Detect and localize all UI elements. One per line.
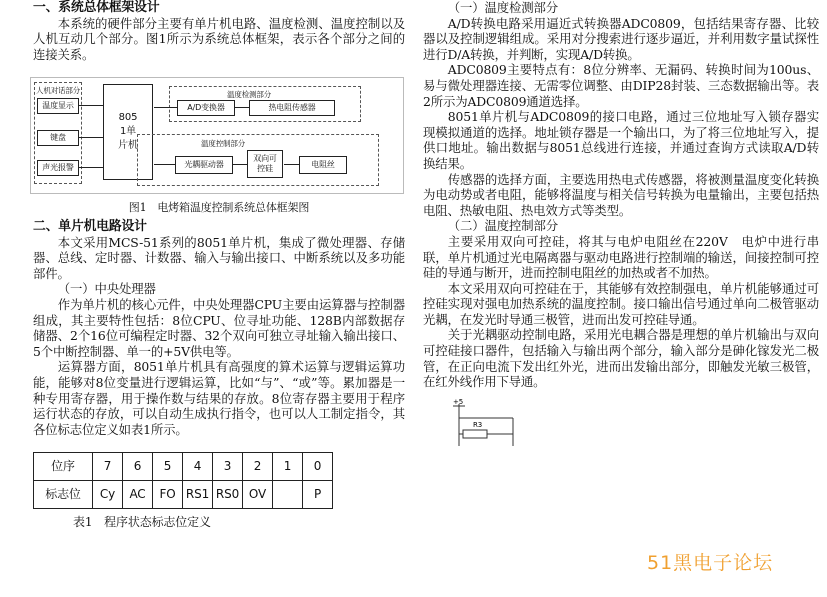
table-cell: 5 <box>153 453 183 481</box>
table-header-cell: 位序 <box>34 453 93 481</box>
temp-ctrl-label: 温度控制部分 <box>201 139 246 149</box>
table-cell: 7 <box>93 453 123 481</box>
table-cell: FO <box>153 481 183 509</box>
keyboard-box: 键盘 <box>37 130 79 146</box>
table-cell: 3 <box>213 453 243 481</box>
table-caption: 表1 程序状态标志位定义 <box>73 515 211 530</box>
temp-detect-label: 温度检测部分 <box>227 90 272 100</box>
figure-caption: 图1 电烤箱温度控制系统总体框架图 <box>128 201 310 215</box>
circuit-diagram <box>423 396 819 446</box>
table-row <box>34 453 333 481</box>
table-cell: 4 <box>183 453 213 481</box>
heater-box: 电阻丝 <box>299 156 347 174</box>
paragraph: 主要采用双向可控硅，将其与电炉电阻丝在220V 电炉中进行串联，单片机通过光电隔离器与驱动电路进行控制端的输送，间接控制可控硅的导通与断开，进而控制电阻丝的加热或者不加热。 <box>423 233 819 281</box>
table-cell <box>273 481 303 509</box>
buzzer-box: 声光报警 <box>37 160 79 176</box>
paragraph: A/D转换电路采用逼近式转换器ADC0809，包括结果寄存器、比较器以及控制逻辑组成。采用对分搜索进行逐步逼近，并利用数字量试探性进行D/A转换，并判断，实现A/D转换。 <box>423 15 819 62</box>
section-title-mcu: 二、单片机电路设计 <box>33 218 147 234</box>
table-cell: P <box>303 481 333 509</box>
paragraph: 本文采用MCS-51系列的8051单片机，集成了微处理器、存储器、总线、定时器、计数器、输入与输出接口、中断系统以及多功能部件。 <box>33 234 405 281</box>
subsection-title-cpu: （一）中央处理器 <box>57 281 156 297</box>
table-header-cell: 标志位 <box>34 481 93 509</box>
sensor-box: 热电阻传感器 <box>249 100 335 116</box>
mcu-box: 8051单片机 <box>103 84 153 180</box>
table-cell: OV <box>243 481 273 509</box>
subsection-title-temp-detect: （一）温度检测部分 <box>447 0 558 15</box>
paragraph: 本系统的硬件部分主要有单片机电路、温度检测、温度控制以及人机互动几个部分。图1所示为系统总体框架，表示各个部分之间的连接关系。 <box>33 15 405 62</box>
table-cell: 1 <box>273 453 303 481</box>
table-cell: 6 <box>123 453 153 481</box>
table-cell: 2 <box>243 453 273 481</box>
paragraph: 8051单片机与ADC0809的接口电路，通过三位地址写入锁存器实现模拟通道的选择。地址锁存器是一个输出口，为了将三位地址写入，提供口地址。输出数据与8051总线进行连接，并通过查询方式读取A/D转换结果。 <box>423 109 819 171</box>
paragraph: 传感器的选择方面，主要选用热电式传感器，将被测量温度变化转换为电动势或者电阻，能够将温度与相关信号转换为电量输出，主要包括热电阻、热敏电阻、热电效方式等类型。 <box>423 171 819 218</box>
table-row <box>34 481 333 509</box>
circuit-supply-label: +5 <box>453 397 464 406</box>
driver-box: 光耦驱动器 <box>175 156 233 174</box>
paragraph: ADC0809主要特点有：8位分辨率、无漏码、转换时间为100us、易与微处理器连接、无需零位调整、由DIP28封装、三态数据输出等。表2所示为ADC0809通道选择。 <box>423 62 819 109</box>
table-cell: 0 <box>303 453 333 481</box>
section-title-framework: 一、系统总体框架设计 <box>33 0 160 15</box>
table-cell: Cy <box>93 481 123 509</box>
hmi-label: 人机对话部分 <box>36 86 81 96</box>
display-box: 温度显示 <box>37 98 79 114</box>
table-cell: RS1 <box>183 481 213 509</box>
table-cell: AC <box>123 481 153 509</box>
circuit-resistor-label: R3 <box>473 420 483 429</box>
optocoupler-circuit <box>423 396 819 446</box>
subsection-title-temp-ctrl: （二）温度控制部分 <box>447 218 558 234</box>
system-framework-figure <box>30 77 404 194</box>
paragraph: 作为单片机的核心元件，中央处理器CPU主要由运算器与控制器组成，其主要特性包括：8位CPU、位寻址功能、128B内部数据存储器、2个16位可编程定时器、32个双向可独立寻址输入输出接口、5个中断控制器、单一的+5V供电等。 <box>33 296 405 359</box>
adc-box: A/D变换器 <box>177 100 235 116</box>
left-column <box>33 0 405 531</box>
paragraph: 关于光耦驱动控制电路，采用光电耦合器是理想的单片机输出与双向可控硅接口器件，包括输入与输出两个部分，输入部分是砷化镓发光二极管，在正向电流下发出红外光，进而出发输出部分，即触发光敏三极管，在红外线作用下导通。 <box>423 327 819 390</box>
paragraph: 本文采用双向可控硅在于，其能够有效控制强电，单片机能够通过可控硅实现对强电加热系统的温度控制。接口输出信号通过单向二极管驱动光耦，在发光时导通三极管，进而出发可控硅导通。 <box>423 280 819 327</box>
table-cell: RS0 <box>213 481 243 509</box>
right-column <box>423 0 819 446</box>
watermark: 51黑电子论坛 <box>647 552 774 574</box>
triac-box: 双向可控硅 <box>247 150 283 178</box>
psw-flag-table <box>33 452 333 509</box>
paragraph: 运算器方面，8051单片机具有高强度的算术运算与逻辑运算功能，能够对8位变量进行逻辑运算，比如“与”、“或”等。累加器是一种专用寄存器，用于操作数与结果的存放。8位寄存器主要用于程序运行状态的存放，可以自动生成执行指令，也可以人工制定指令，其各位标志位定义如表1所示。 <box>33 359 405 437</box>
